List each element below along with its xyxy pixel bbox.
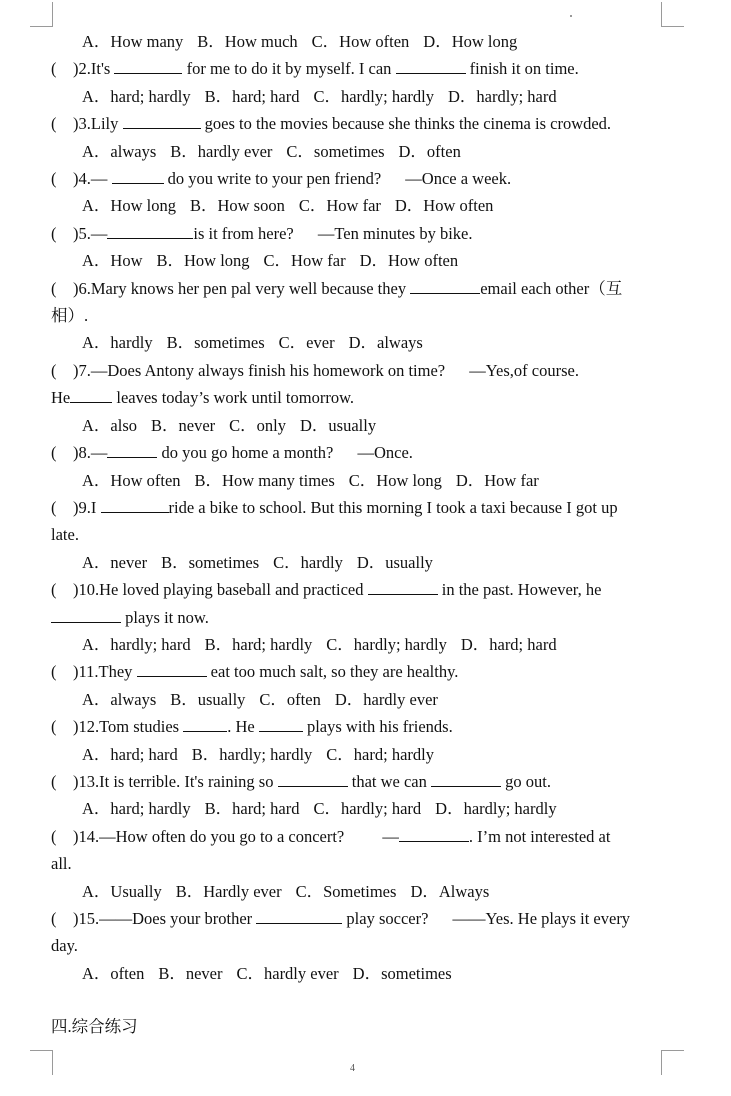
question-number: )4.— [73,169,108,189]
question-text: leaves today’s work until tomorrow. [116,388,355,408]
answer-paren: ( [51,580,57,600]
question-8 [51,439,671,466]
question-text: finish it on time. [469,59,579,79]
option-c: C．How far [263,251,346,271]
option-c: C．sometimes [286,141,385,161]
option-d: D．How often [359,251,459,271]
answer-text: — [382,826,399,846]
option-c: C．How far [298,196,381,216]
option-a: A．How many [82,32,184,51]
option-d: D．hard; hard [460,634,557,654]
question-number: )2.It's [73,59,111,79]
question-10-options [51,631,671,658]
answer-blank [107,443,157,458]
option-c: C．only [229,415,286,435]
option-d: D．often [398,141,461,161]
option-b: B．How soon [189,196,285,216]
question-2 [51,55,671,82]
question-number: )15.——Does your brother [73,909,253,928]
answer-blank [137,662,207,677]
question-12-options [51,741,671,768]
question-2-options [51,83,671,110]
answer-blank [112,169,164,184]
exercise-list [51,28,671,987]
answer-blank [278,772,348,787]
option-a: A．hardly [82,333,153,353]
option-a: A．How [82,251,143,271]
answer-blank [107,224,193,239]
answer-text: —Ten minutes by bike. [317,223,473,243]
option-c: C．hardly; hardly [313,86,434,106]
question-number: )3.Lily [73,114,119,134]
question-7 [51,357,671,384]
answer-text: ——Yes. He plays it every [452,909,631,928]
option-d: D．How far [455,470,539,490]
question-6-options [51,329,671,356]
page-number: 4 [350,1063,355,1074]
answer-paren: ( [51,826,57,846]
stray-dot [570,15,572,17]
answer-blank [114,59,182,74]
question-9-continued [51,521,671,548]
question-text: do you write to your pen friend? [167,169,382,189]
question-5-options [51,247,671,274]
answer-blank [183,717,227,732]
question-text: go out. [505,771,551,791]
answer-paren: ( [51,909,57,928]
option-d: D．usually [300,415,377,435]
answer-blank [101,498,169,513]
question-text: in the past. However, he [441,580,602,600]
option-b: B．hard; hard [204,86,300,106]
option-b: B．sometimes [166,333,265,353]
option-a: A．How long [82,196,176,216]
answer-blank [51,608,121,623]
answer-paren: ( [51,497,57,517]
option-a: A．Usually [82,881,162,901]
answer-blank [399,827,469,842]
question-text: is it from here? [193,223,294,243]
answer-paren: ( [51,114,57,134]
question-number: )12.Tom studies [73,717,180,737]
answer-blank [368,580,438,595]
question-text: 相）. [51,306,89,326]
question-3 [51,110,671,137]
option-b: B．hard; hardly [204,634,313,654]
question-10 [51,576,671,603]
question-number: )9.I [73,497,97,517]
answer-paren: ( [51,360,57,380]
question-text: do you go home a month? [161,443,334,463]
option-a: A．hard; hardly [82,86,191,106]
option-b: B．hardly ever [170,141,273,161]
question-4-options [51,192,671,219]
option-a: A．also [82,415,137,435]
option-b: B．How long [156,251,250,271]
question-9 [51,494,671,521]
question-15-options [51,960,671,987]
answer-blank [256,909,342,924]
question-number: )5.— [73,223,108,243]
option-d: D．Always [410,881,490,901]
option-a: A．hardly; hard [82,634,191,654]
question-7-options [51,412,671,439]
option-b: B．hardly; hardly [191,744,313,764]
option-a: A．hard; hardly [82,799,191,819]
question-13-options [51,795,671,822]
question-number: )14.—How often do you go to a concert? [73,826,345,846]
crop-mark-top-left [30,2,53,27]
question-text: email each other（互 [480,278,623,298]
question-text: ride a bike to school. But this morning I took a taxi because I got up [168,497,618,517]
answer-text: —Once. [357,443,413,463]
question-text: eat too much salt, so they are healthy. [210,662,459,682]
option-c: C．hardly [273,552,343,572]
option-d: D．How long [423,32,518,51]
answer-paren: ( [51,443,57,463]
option-d: D．hardly; hardly [435,799,557,819]
option-c: C．hardly ever [236,963,339,983]
option-c: C．ever [278,333,335,353]
question-text: all. [51,854,72,874]
option-b: B．sometimes [161,552,260,572]
option-a: A．always [82,141,157,161]
option-c: C．Sometimes [295,881,397,901]
option-b: B．usually [170,689,246,709]
question-text: that we can [351,771,427,791]
question-3-options [51,138,671,165]
question-11 [51,658,671,685]
answer-text: —Once a week. [405,169,512,189]
answer-paren: ( [51,771,57,791]
answer-blank [70,388,112,403]
question-12 [51,713,671,740]
option-a: A．never [82,552,148,572]
answer-paren: ( [51,278,57,298]
question-1-options [51,28,671,55]
option-c: C．How long [348,470,442,490]
option-c: C．hardly; hardly [326,634,447,654]
question-number: )10.He loved playing baseball and practiced [73,580,364,600]
question-14-options [51,878,671,905]
answer-blank [431,772,501,787]
question-9-options [51,549,671,576]
answer-blank [123,114,201,129]
answer-paren: ( [51,717,57,737]
question-number: )8.— [73,443,108,463]
question-11-options [51,686,671,713]
section-title: 四.综合练习 [51,1017,138,1036]
answer-text: . I’m not interested at [468,826,611,846]
option-d: D．How often [394,196,494,216]
option-d: D．usually [356,552,433,572]
question-14 [51,823,671,850]
question-text: plays with his friends. [306,717,453,737]
option-d: D．sometimes [352,963,452,983]
question-7-continued [51,384,671,411]
crop-mark-top-right [661,2,684,27]
option-a: A．hard; hard [82,744,178,764]
question-text: goes to the movies because she thinks the cinema is crowded. [204,114,612,134]
question-number: )13.It is terrible. It's raining so [73,771,274,791]
crop-mark-bottom-right [661,1050,684,1075]
question-5 [51,220,671,247]
question-14-continued [51,850,671,877]
answer-blank [410,279,480,294]
question-15 [51,905,671,932]
option-a: A．always [82,689,157,709]
question-text: play soccer? [346,909,429,928]
option-a: A．How often [82,470,181,490]
option-b: B．hard; hard [204,799,300,819]
option-a: A．often [82,963,145,983]
option-b: B．never [158,963,223,983]
option-c: C．hard; hardly [326,744,434,764]
answer-paren: ( [51,223,57,243]
answer-paren: ( [51,59,57,79]
question-text: day. [51,936,78,956]
answer-paren: ( [51,662,57,682]
option-c: C．often [259,689,321,709]
option-d: D．always [348,333,423,353]
question-text: He [51,388,71,408]
crop-mark-bottom-left [30,1050,53,1075]
question-text: plays it now. [125,607,209,627]
question-text: for me to do it by myself. I can [186,59,392,79]
question-15-continued [51,932,671,959]
question-10-continued [51,604,671,631]
question-number: )7.—Does Antony always finish his homework on time? [73,360,446,380]
option-c: C．How often [311,32,410,51]
answer-blank [259,717,303,732]
question-13 [51,768,671,795]
answer-blank [396,59,466,74]
question-6-continued [51,302,671,329]
question-text: late. [51,525,79,545]
option-b: B．How much [197,32,298,51]
option-b: B．How many times [194,470,335,490]
question-6 [51,275,671,302]
option-d: D．hardly; hard [448,86,557,106]
option-d: D．hardly ever [334,689,438,709]
question-8-options [51,467,671,494]
option-b: B．never [151,415,216,435]
option-b: B．Hardly ever [175,881,282,901]
answer-text: —Yes,of course. [469,360,579,380]
question-text: . He [227,717,255,737]
question-number: )6.Mary knows her pen pal very well because they [73,278,407,298]
question-4 [51,165,671,192]
answer-paren: ( [51,169,57,189]
question-number: )11.They [73,662,133,682]
option-c: C．hardly; hard [313,799,422,819]
